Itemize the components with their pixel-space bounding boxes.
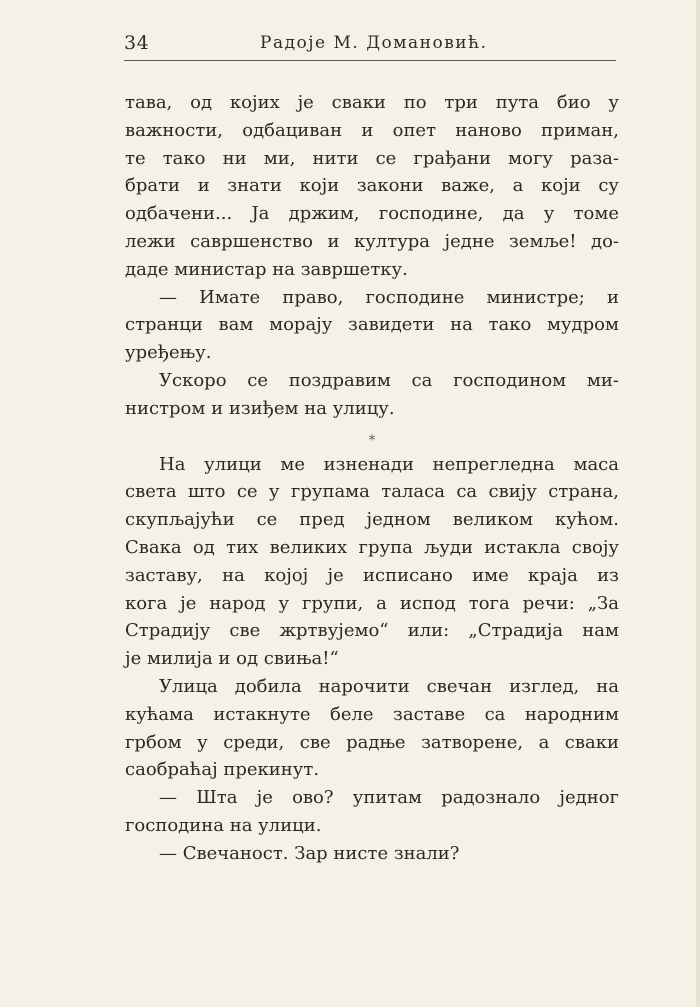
paragraph-leaving <box>125 367 619 423</box>
text-line: грбом у среди, све радње затворене, а сваки <box>125 731 619 753</box>
section-separator: ⁎ <box>368 428 376 444</box>
text-line: Свака од тих великих група људи истакла своју <box>125 536 619 558</box>
text-line: — Свечаност. Зар нисте знали? <box>159 842 460 864</box>
text-line: одбачени... Ја држим, господине, да у томе <box>125 203 619 225</box>
text-line: странци вам морају завидети на тако мудром <box>125 314 619 336</box>
paragraph-street-crowd <box>125 451 619 673</box>
text-line: нистром и изиђем на улицу. <box>125 397 395 419</box>
text-line: — Шта је ово? упитам радознало једног <box>159 787 619 809</box>
paragraph-answer <box>125 840 619 868</box>
paragraph-continuation <box>125 89 619 284</box>
text-line: саобраћај прекинут. <box>125 759 320 781</box>
text-line: брати и знати који закони важе, а који су <box>125 175 619 197</box>
text-line: те тако ни ми, нити се грађани могу раза- <box>125 147 619 169</box>
text-line: важности, одбациван и опет наново приман, <box>125 119 619 141</box>
text-line: Улица добила нарочити свечан изглед, на <box>159 675 619 697</box>
text-line: света што се у групама таласа са свију страна, <box>125 481 619 503</box>
text-line: лежи савршенство и култура једне земље! до- <box>125 230 619 252</box>
body-text <box>125 89 619 868</box>
text-line: Ускоро се поздравим са господином ми- <box>159 369 619 391</box>
text-line: тава, од којих је сваки по три пута био у <box>125 92 619 113</box>
text-line: Страдију све жртвујемо“ или: „Страдија нам <box>125 620 619 642</box>
text-line: је милија и од свиња!“ <box>125 648 339 670</box>
text-line: заставу, на којој је исписано име краја из <box>125 564 619 586</box>
text-line: скупљајући се пред једном великом кућом. <box>125 509 619 531</box>
paragraph-question <box>125 784 619 840</box>
running-head: Радоје М. Домановић. <box>260 33 488 53</box>
page-edge <box>696 0 700 1007</box>
page-header <box>124 26 616 61</box>
text-line: — Имате право, господине министре; и <box>159 286 619 308</box>
page-number: 34 <box>124 32 150 54</box>
text-line: кућама истакнуте беле заставе са народним <box>125 703 619 725</box>
text-line: уређењу. <box>125 342 212 364</box>
paragraph-dialogue-reply <box>125 284 619 367</box>
text-line: господина на улици. <box>125 814 322 836</box>
text-line: кога је народ у групи, а испод тога речи: „За <box>125 592 619 614</box>
paragraph-street-look <box>125 673 619 784</box>
text-line: даде министар на завршетку. <box>125 258 408 280</box>
text-line: На улици ме изненади непрегледна маса <box>159 453 619 475</box>
